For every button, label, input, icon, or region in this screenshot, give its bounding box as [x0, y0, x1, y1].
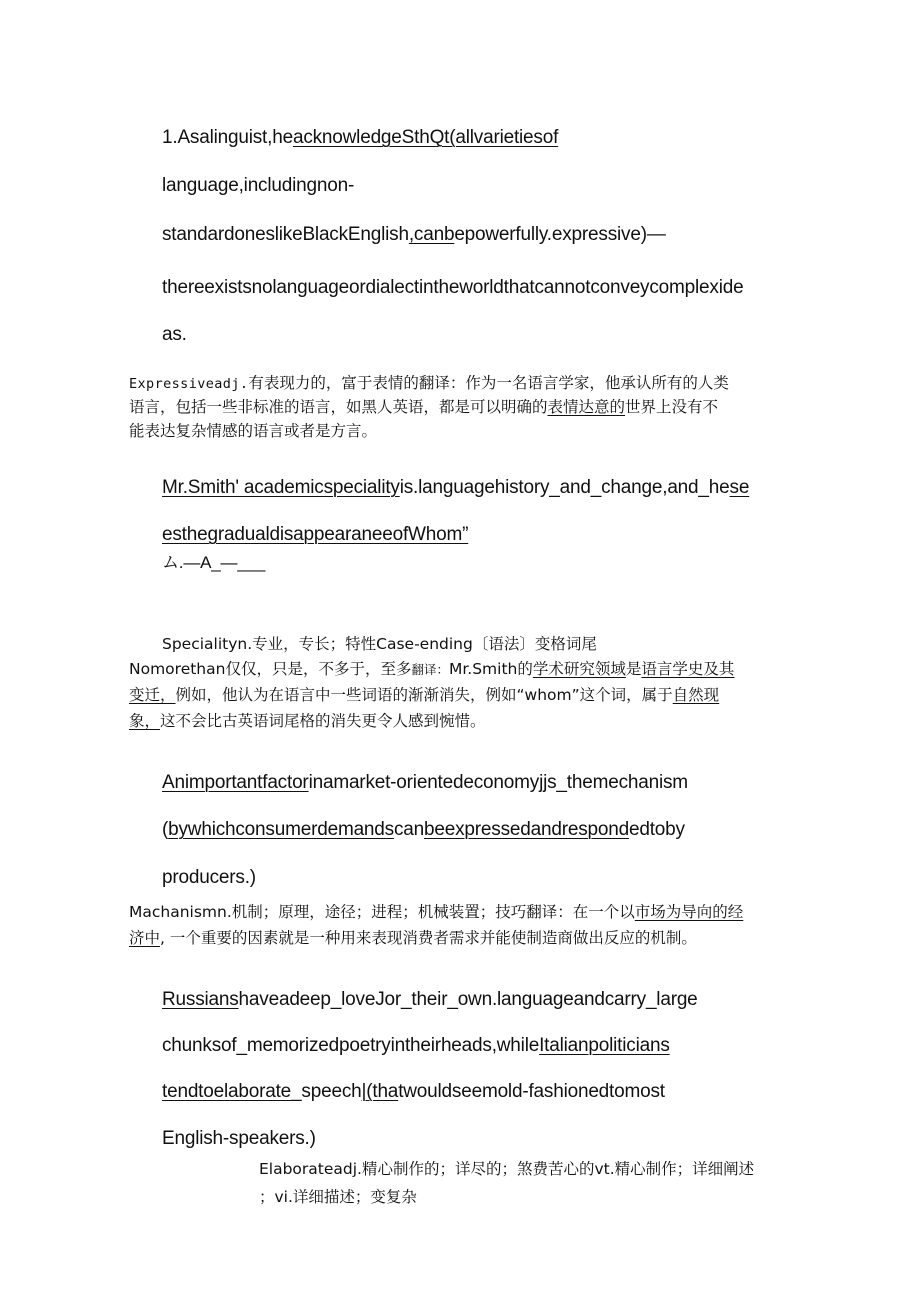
sentence-1-line-2: language,includingnon- — [162, 175, 355, 196]
note-1-line-2: 语言，包括一些非标准的语言，如黑人英语，都是可以明确的表情达意的世界上没有不 — [129, 398, 719, 416]
sentence-4-line-2: chunksof_memorizedpoetryintheirheads,whileItalianpoliticians — [162, 1035, 670, 1056]
note-3-line-2: 济中, 一个重要的因素就是一种用来表现消费者需求并能使制造商做出反应的机制。 — [129, 929, 697, 947]
note-2-line-3: 变迁，例如，他认为在语言中一些词语的渐渐消失，例如“whom”这个词，属于自然现 — [129, 686, 720, 704]
sentence-2-line-2: esthegradualdisappearaneeofWhom” — [162, 524, 469, 545]
note-2-line-2: Nomorethan仅仅，只是，不多于，至多翻译：Mr.Smith的学术研究领域是语言学史及其 — [129, 660, 735, 678]
sentence-2-line-3: ム.—A_—___ — [162, 553, 266, 572]
note-3-line-1: Machanismn.机制；原理，途径；进程；机械装置；技巧翻译：在一个以市场为导向的经 — [129, 903, 744, 921]
sentence-1-line-5: as. — [162, 324, 187, 345]
sentence-1-line-3: standardoneslikeBlackEnglish,canbepowerfully.expressive)— — [162, 224, 666, 245]
sentence-3-line-2: (bywhichconsumerdemandscanbeexpressedandrespondedtoby — [162, 819, 685, 840]
sentence-1-line-4: thereexistsnolanguageordialectintheworldthatcannotconveycomplexide — [162, 277, 744, 298]
note-2-line-4: 象，这不会比古英语词尾格的消失更令人感到惋惜。 — [129, 712, 486, 730]
sentence-4-line-3: tendtoelaborate_speech|(thatwouldseemold-fashionedtomost — [162, 1081, 665, 1102]
note-2-line-1: Specialityn.专业，专长；特性Case-ending〔语法〕变格词尾 — [162, 635, 597, 653]
note-4-line-1: Elaborateadj.精心制作的；详尽的；煞费苦心的vt.精心制作；详细阐述 — [259, 1160, 755, 1178]
note-1-line-1: Expressiveadj.有表现力的，富于表情的翻译：作为一名语言学家，他承认所有的人类 — [129, 374, 729, 392]
sentence-3-line-1: Animportantfactorinamarket-orientedeconomyjjs_themechanism — [162, 772, 688, 793]
sentence-4-line-4: English-speakers.) — [162, 1128, 316, 1149]
sentence-4-line-1: Russianshaveadeep_loveJor_their_own.languageandcarry_large — [162, 989, 698, 1010]
sentence-1-line-1: 1.Asalinguist,heacknowledgeSthQt(allvarietiesof — [162, 127, 559, 148]
note-4-line-2: ；vi.详细描述；变复杂 — [259, 1188, 417, 1206]
note-1-line-3: 能表达复杂情感的语言或者是方言。 — [129, 422, 378, 440]
sentence-3-line-3: producers.) — [162, 867, 256, 888]
sentence-2-line-1: Mr.Smith' academicspecialityis.languagehistory_and_change,and_hese — [162, 477, 750, 498]
